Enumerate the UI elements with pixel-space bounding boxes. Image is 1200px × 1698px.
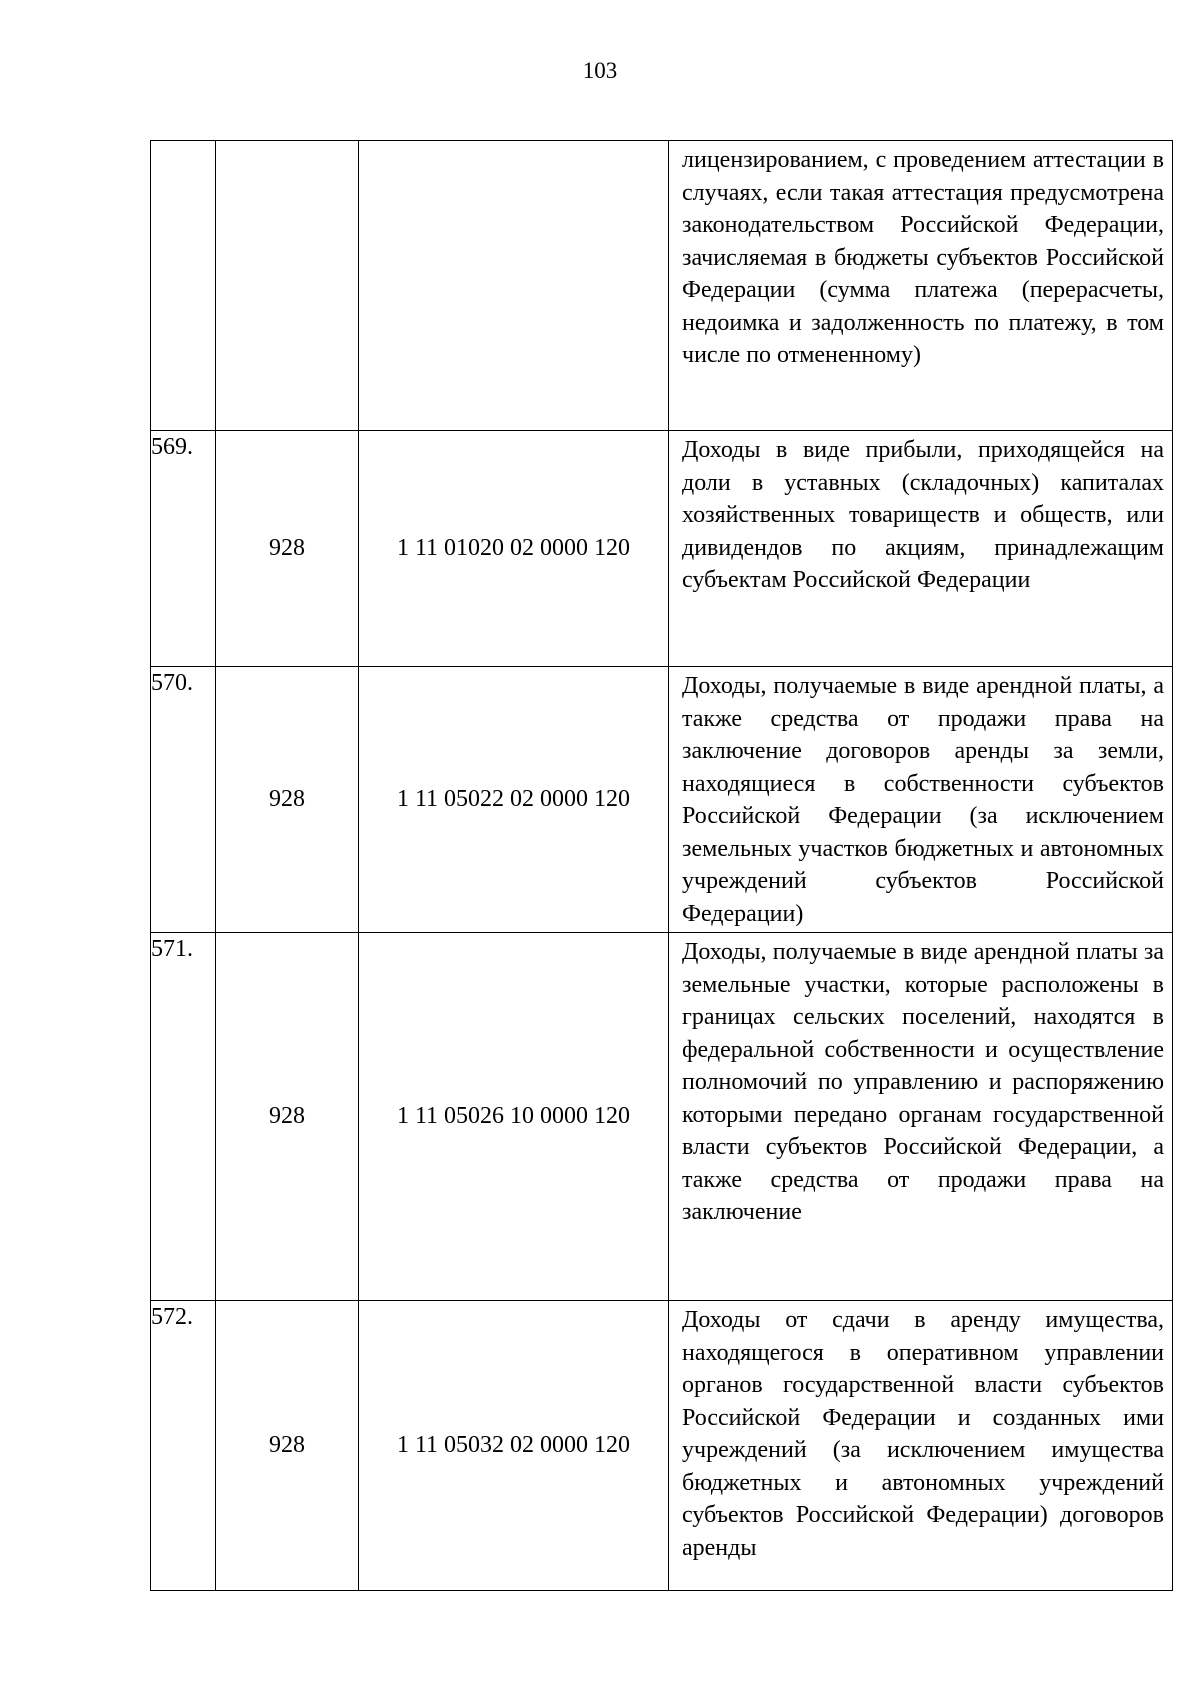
description-cell: Доходы, получаемые в виде арендной платы, а также средства от продажи права на заключение договоров аренды за земли, находящиеся в собственности субъектов Российской Федерации (за исключением земельных участков бюджетных и автономных учреждений субъектов Российской Федерации)	[669, 667, 1173, 933]
admin-code-cell	[216, 141, 359, 431]
description-cell: лицензированием, с проведением аттестации в случаях, если такая аттестация предусмотрена законодательством Российской Федерации, зачисляемая в бюджеты субъектов Российской Федерации (сумма платежа (перерасчеты, недоимка и задолженность по платежу, в том числе по отмененному)	[669, 141, 1173, 431]
kbk-code-cell: 1 11 01020 02 0000 120	[359, 431, 669, 667]
admin-code-cell: 928	[216, 431, 359, 667]
row-number-cell: 571.	[151, 933, 216, 1301]
description-cell: Доходы от сдачи в аренду имущества, находящегося в оперативном управлении органов государственной власти субъектов Российской Федерации и созданных ими учреждений (за исключением имущества бюджетных и автономных учреждений субъектов Российской Федерации) договоров аренды	[669, 1301, 1173, 1591]
description-cell: Доходы, получаемые в виде арендной платы за земельные участки, которые расположены в границах сельских поселений, находятся в федеральной собственности и осуществление полномочий по управлению и распоряжению которыми передано органам государственной власти субъектов Российской Федерации, а также средства от продажи права на заключение	[669, 933, 1173, 1301]
revenue-codes-table	[150, 140, 1173, 1591]
table-row	[151, 1301, 1173, 1591]
table-row	[151, 141, 1173, 431]
table-row	[151, 933, 1173, 1301]
kbk-code-cell	[359, 141, 669, 431]
page-number: 103	[582, 58, 618, 83]
row-number-cell: 570.	[151, 667, 216, 933]
description-cell: Доходы в виде прибыли, приходящейся на доли в уставных (складочных) капиталах хозяйственных товариществ и обществ, или дивидендов по акциям, принадлежащим субъектам Российской Федерации	[669, 431, 1173, 667]
admin-code-cell: 928	[216, 667, 359, 933]
row-number-cell: 569.	[151, 431, 216, 667]
row-number-cell: 572.	[151, 1301, 216, 1591]
admin-code-cell: 928	[216, 1301, 359, 1591]
table-row	[151, 431, 1173, 667]
row-number-cell	[151, 141, 216, 431]
kbk-code-cell: 1 11 05022 02 0000 120	[359, 667, 669, 933]
admin-code-cell: 928	[216, 933, 359, 1301]
table-row	[151, 667, 1173, 933]
kbk-code-cell: 1 11 05026 10 0000 120	[359, 933, 669, 1301]
kbk-code-cell: 1 11 05032 02 0000 120	[359, 1301, 669, 1591]
